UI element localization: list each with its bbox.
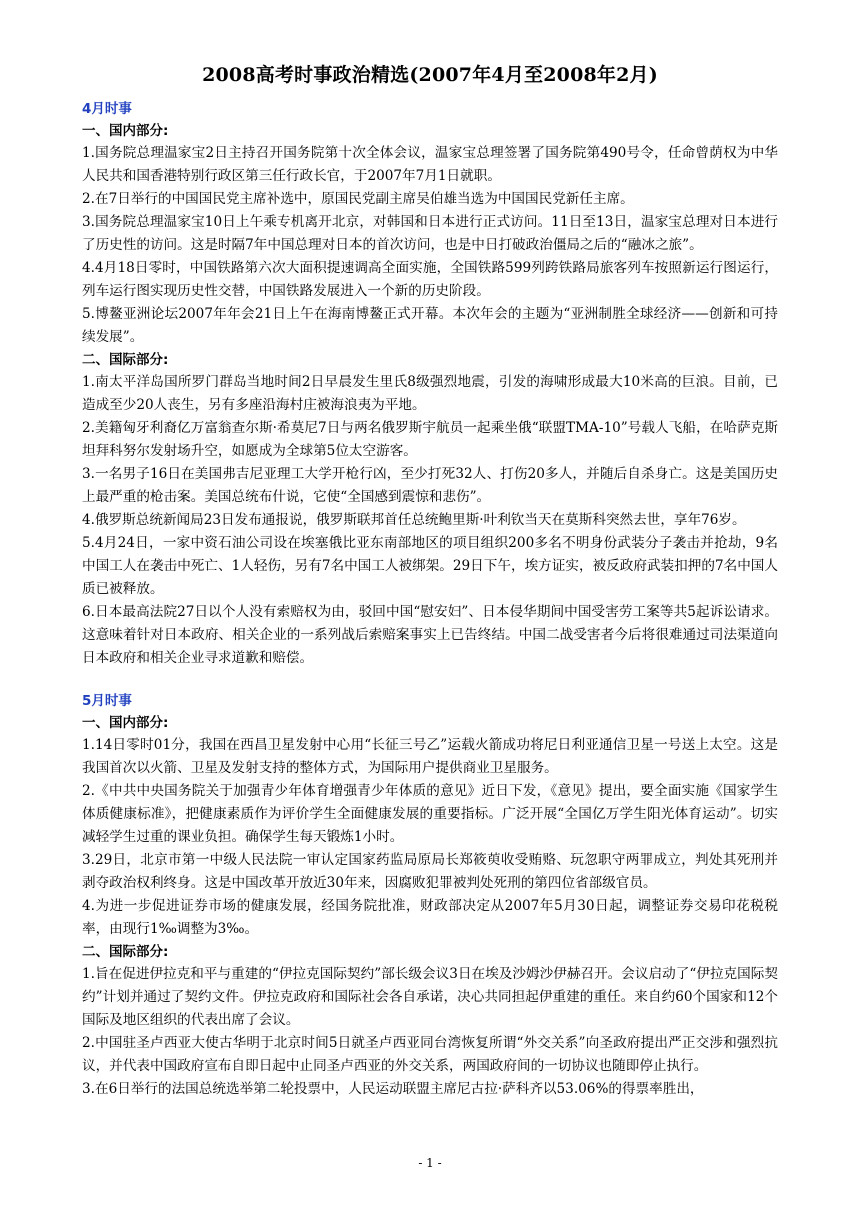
- news-item: 4.俄罗斯总统新闻局23日发布通报说，俄罗斯联邦首任总统鲍里斯·叶利钦当天在莫斯科突然去世，享年76岁。: [82, 512, 746, 528]
- section-heading-international: 二、国际部分:: [82, 352, 169, 368]
- news-item: 3.国务院总理温家宝10日上午乘专机离开北京，对韩国和日本进行正式访问。11日至13日，温家宝总理对日本进行了历史性的访问。这是时隔7年中国总理对日本的首次访问，也是中日打破政治僵局之后的“融冰之旅”。: [82, 214, 778, 253]
- section-heading-domestic: 一、国内部分:: [82, 715, 169, 731]
- news-item: 5.博鳌亚洲论坛2007年年会21日上午在海南博鳌正式开幕。本次年会的主题为“亚洲制胜全球经济——创新和可持续发展”。: [82, 306, 778, 345]
- news-item: 6.日本最高法院27日以个人没有索赔权为由，驳回中国“慰安妇”、日本侵华期间中国受害劳工案等共5起诉讼请求。这意味着针对日本政府、相关企业的一系列战后索赔案事实上已告终结。中国二战受害者今后将很难通过司法渠道向日本政府和相关企业寻求道歉和赔偿。: [82, 604, 778, 666]
- news-item: 2.美籍匈牙利裔亿万富翁查尔斯·希莫尼7日与两名俄罗斯宇航员一起乘坐俄“联盟TMA-10”号载人飞船，在哈萨克斯坦拜科努尔发射场升空，如愿成为全球第5位太空游客。: [82, 420, 778, 459]
- month-may: [82, 690, 778, 1101]
- news-item: 4.为进一步促进证券市场的健康发展，经国务院批准，财政部决定从2007年5月30日起，调整证券交易印花税税率，由现行1‰调整为3‰。: [82, 898, 778, 937]
- news-item: 1.南太平洋岛国所罗门群岛当地时间2日早晨发生里氏8级强烈地震，引发的海啸形成最大10米高的巨浪。目前，已造成至少20人丧生，另有多座沿海村庄被海浪夷为平地。: [82, 374, 778, 413]
- news-item: 5.4月24日，一家中资石油公司设在埃塞俄比亚东南部地区的项目组织200多名不明身份武装分子袭击并抢劫，9名中国工人在袭击中死亡、1人轻伤，另有7名中国工人被绑架。29日下午，埃方证实，被反政府武装扣押的7名中国人质已被释放。: [82, 535, 778, 597]
- month-heading: 5月时事: [82, 693, 132, 709]
- spacer: [82, 670, 778, 690]
- news-item: 3.在6日举行的法国总统选举第二轮投票中，人民运动联盟主席尼古拉·萨科齐以53.06%的得票率胜出，: [82, 1081, 704, 1097]
- news-item: 4.4月18日零时，中国铁路第六次大面积提速调高全面实施，全国铁路599列跨铁路局旅客列车按照新运行图运行，列车运行图实现历史性交替，中国铁路发展进入一个新的历史阶段。: [82, 260, 778, 299]
- section-heading-international: 二、国际部分:: [82, 944, 169, 960]
- news-item: 1.14日零时01分，我国在西昌卫星发射中心用“长征三号乙”运载火箭成功将尼日利亚通信卫星一号送上太空。这是我国首次以火箭、卫星及发射支持的整体方式，为国际用户提供商业卫星服务。: [82, 737, 778, 776]
- month-april: [82, 98, 778, 670]
- news-item: 2.《中共中央国务院关于加强青少年体育增强青少年体质的意见》近日下发，《意见》提出，要全面实施《国家学生体质健康标准》，把健康素质作为评价学生全面健康发展的重要指标。广泛开展“全国亿万学生阳光体育运动”。切实减轻学生过重的课业负担。确保学生每天锻炼1小时。: [82, 783, 778, 845]
- month-heading: 4月时事: [82, 101, 132, 117]
- document-title: 2008高考时事政治精选(2007年4月至2008年2月): [202, 64, 658, 86]
- document-page: [82, 62, 778, 1101]
- page-number: - 1 -: [418, 1156, 442, 1170]
- news-item: 2.在7日举行的中国国民党主席补选中，原国民党副主席吴伯雄当选为中国国民党新任主席。: [82, 191, 634, 207]
- news-item: 3.一名男子16日在美国弗吉尼亚理工大学开枪行凶，至少打死32人、打伤20多人，并随后自杀身亡。这是美国历史上最严重的枪击案。美国总统布什说，它使“全国感到震惊和悲伤”。: [82, 466, 778, 505]
- news-item: 3.29日，北京市第一中级人民法院一审认定国家药监局原局长郑筱萸收受贿赂、玩忽职守两罪成立，判处其死刑并剥夺政治权利终身。这是中国改革开放近30年来，因腐败犯罪被判处死刑的第四位省部级官员。: [82, 852, 778, 891]
- section-heading-domestic: 一、国内部分:: [82, 123, 169, 139]
- news-item: 1.国务院总理温家宝2日主持召开国务院第十次全体会议，温家宝总理签署了国务院第490号令，任命曾荫权为中华人民共和国香港特别行政区第三任行政长官，于2007年7月1日就职。: [82, 145, 778, 184]
- news-item: 1.旨在促进伊拉克和平与重建的“伊拉克国际契约”部长级会议3日在埃及沙姆沙伊赫召开。会议启动了“伊拉克国际契约”计划并通过了契约文件。伊拉克政府和国际社会各自承诺，决心共同担起伊重建的重任。来自约60个国家和12个国际及地区组织的代表出席了会议。: [82, 966, 778, 1028]
- news-item: 2.中国驻圣卢西亚大使古华明于北京时间5日就圣卢西亚同台湾恢复所谓“外交关系”向圣政府提出严正交涉和强烈抗议，并代表中国政府宣布自即日起中止同圣卢西亚的外交关系，两国政府间的一切协议也随即停止执行。: [82, 1035, 778, 1074]
